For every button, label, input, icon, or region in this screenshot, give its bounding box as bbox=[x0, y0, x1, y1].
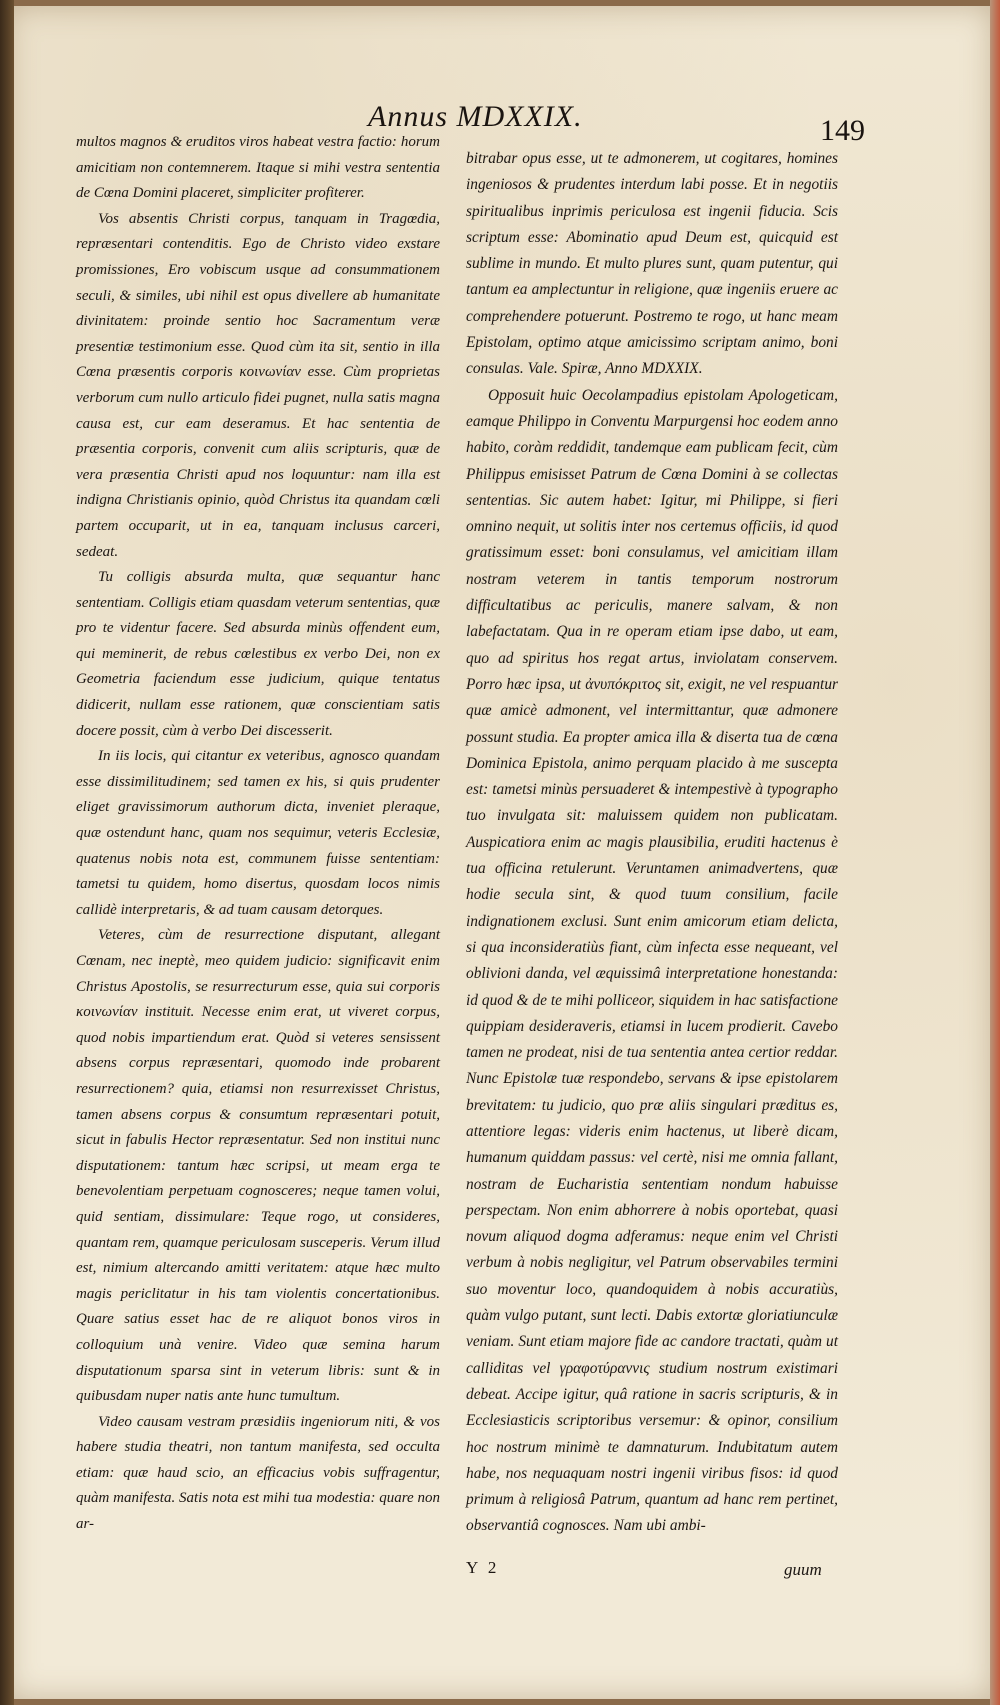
paragraph: In iis locis, qui citantur ex veteribus, agnosco quandam esse dissimilitudinem; sed tamen ex his, si quis prudenter eliget gravissimorum authorum dicta, inveniet pleraque, quæ ostendunt hanc, quam nos sequimur, veteris Ecclesiæ, quatenus nobis nota est, communem fuisse sententiam: tametsi tu quidem, homo disertus, quosdam locos nimis callidè interpretaris, & ad tuam causam detorques. bbox=[76, 748, 440, 918]
paragraph: Vos absentis Christi corpus, tanquam in Tragœdia, repræsentari contenditis. Ego de Christo video exstare promissiones, Ero vobiscum usque ad consummationem seculi, & similes, ubi nihil est opus divellere ab humanitate divinitatem: proinde sentio hoc Sacramentum veræ presentiæ testimonium esse. Quod cùm ita sit, sentio in illa Cœna præsentis corporis κοινωνίαν esse. Cùm proprietas verborum cum nullo articulo fidei pugnet, nulla satis magna causa est, cur eam deseramus. Et hac sententia de præsentia corporis, convenit cum aliis scripturis, quæ de vera præsentia Christi apud nos loquuntur: nam illa est indigna Christianis opinio, quòd Christus ita quandam cœli partem occuparit, ut in ea, tanquam inclusus carceri, sedeat. bbox=[76, 210, 440, 560]
left-column bbox=[76, 130, 440, 1538]
paragraph: Opposuit huic Oecolampadius epistolam Apologeticam, eamque Philippo in Conventu Marpurgensi hoc eodem anno habito, coràm reddidit, tandemque eam publicam fecit, cùm Philippus emisisset Patrum de Cœna Domini à se collectas sententias. Sic autem habet: Igitur, mi Philippe, si fieri omnino nequit, ut solitis inter nos certemus officiis, id quod gratissimum esset: boni consulamus, vel amicitiam illam nostram veterem in tantis temporum nostrorum difficultatibus ac periculis, manere salvam, & non labefactatam. Qua in re operam etiam ipse dabo, ut eam, quo ad spiritus hos regat artus, inviolatam conservem. Porro hæc ipsa, ut ἀνυπόκριτος sit, exigit, ne vel respuantur quæ amicè admonent, vel intermittantur, quæ admonere possunt studia. Ea propter amica illa & diserta tua de cœna Dominica Epistola, animo perquam placido à me suscepta est: tametsi minùs persuaderet & intempestivè à typographo tuo invulgata sit: maluissem quidem non publicatam. Auspicatiora enim ac magis plausibilia, eruditi hactenus è tua officina retulerunt. Veruntamen animadvertens, quæ hodie secula sint, & quod tuum consilium, facile indignationem exclusi. Sunt enim amicorum etiam delicta, si qua inconsideratiùs fiant, cùm infecta esse nequeant, vel oblivioni danda, vel æquissimâ interpretatione honestanda: id quod & de te mihi polliceor, siquidem in hac satisfactione quippiam desideraveris, etiamsi in lucem prodierit. Cavebo tamen ne prodeat, nisi de tua sententia antea certior reddar. Nunc Epistolæ tuæ respondebo, servans & ipse epistolarem brevitatem: tu judicio, quo præ aliis singulari præditus es, attentiore legas: videris enim hactenus, ut liberè dicam, humanum quiddam passus: vel certè, nisi me omnia fallant, nostram de Eucharistia sententiam nondum habuisse perspectam. Non enim abhorrere à nobis oportebat, quasi novum aliquod dogma adferamus: neque enim vel Christi verbum à nobis negligitur, vel Patrum observabiles termini suo moventur loco, quandoquidem à nobis accuratiùs, quàm vulgo putant, sunt lecti. Dabis extortæ gloriatiunculæ veniam. Sunt etiam majore fide ac candore tractati, quàm ut calliditas vel γραφοτύραννις studium nostrum existimari debeat. Accipe igitur, quâ ratione in sacris scripturis, & in Ecclesiasticis scriptoribus versemur: & opinor, consilium hoc nostrum minimè te damnaturum. Indubitatum autem habe, nos nequaquam nostri ingenii viribus fisos: id quod primum à religiosâ Patrum, quantum ad hanc rem pertinet, observantiâ cognosces. Nam ubi ambi- bbox=[466, 386, 838, 1535]
running-title: Annus MDXXIX. bbox=[368, 100, 583, 133]
right-column bbox=[466, 146, 838, 1540]
book-page bbox=[8, 6, 992, 1699]
catchword: guum bbox=[784, 1560, 822, 1579]
paragraph: Tu colligis absurda multa, quæ sequantur hanc sententiam. Colligis etiam quasdam veterum sententias, quæ pro te videntur facere. Sed absurda minùs offendent eum, qui meminerit, de rebus cœlestibus ex verbo Dei, non ex Geometria faciendum esse judicium, quique tentatus didicerit, nullam esse rationem, quæ conscientiam satis docere possit, cùm à verbo Dei discesserit. bbox=[76, 569, 440, 739]
paragraph: Video causam vestram præsidiis ingeniorum niti, & vos habere studia theatri, non tantum manifesta, sed occulta etiam: quæ haud scio, an efficacius vobis suffragentur, quàm manifesta. Satis nota est mihi tua modestia: quare non ar- bbox=[76, 1413, 440, 1533]
paragraph: multos magnos & eruditos viros habeat vestra factio: horum amicitiam non contemnerem. Itaque si mihi vestra sententia de Cœna Domini placeret, simpliciter profiterer. bbox=[76, 134, 440, 202]
paragraph: bitrabar opus esse, ut te admonerem, ut cogitares, homines ingeniosos & prudentes interdum labi posse. Et in negotiis spiritualibus inprimis periculosa est ingenii fiducia. Scis scriptum esse: Abominatio apud Deum est, quicquid est sublime in mundo. Et multo plures sunt, quam putentur, qui tantum ea amplectuntur in religione, quæ ingeniis eruere ac comprehendere potuerunt. Postremo te rogo, ut hanc meam Epistolam, optimo atque amicissimo scriptam animo, boni consulas. Vale. Spiræ, Anno MDXXIX. bbox=[466, 150, 838, 378]
page-number: 149 bbox=[820, 114, 865, 147]
paragraph: Veteres, cùm de resurrectione disputant, allegant Cœnam, nec ineptè, meo quidem judicio: significavit enim Christus Apostolis, se resurrecturum esse, quia sui corporis κοινωνίαν instituit. Necesse enim erat, ut viveret corpus, quod nobis impartiendum erat. Quòd si veteres sensissent absens corpus repræsentari, quomodo inde probarent resurrectionem? quia, etiamsi non resurrexisset Christus, tamen absens corpus & consumtum repræsentari potuit, sicut in fabulis Hector repræsentatur. Sed non institui nunc disputationem: tantum hæc scripsi, ut meam erga te benevolentiam perpetuam cognosceres; neque tamen volui, quid sentiam, dissimulare: Teque rogo, ut consideres, quantam rem, quamque periculosam susceperis. Verum illud est, nimium altercando amitti veritatem: atque hæc multo magis periclitatur in his tam violentis concertationibus. Quare satius esset hac de re aliquot bonos viros in colloquium unà venire. Video quæ semina harum disputationum sparsa sint in veterum libris: sunt & in quibusdam nuper natis ante hunc tumultum. bbox=[76, 927, 440, 1405]
binding-edge bbox=[0, 0, 14, 1705]
signature-mark: Y 2 bbox=[466, 1558, 500, 1577]
page-edge bbox=[990, 0, 1000, 1705]
